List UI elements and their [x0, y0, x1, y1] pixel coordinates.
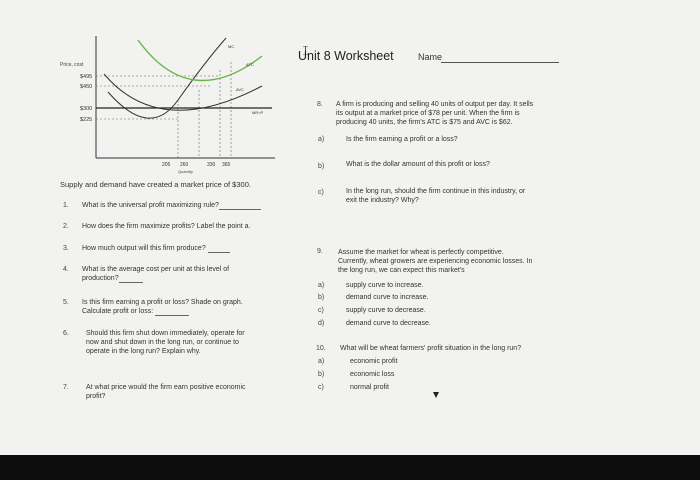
- x-tick-label: 260: [180, 162, 189, 168]
- question-line: What is the universal profit maximizing rule?: [82, 202, 219, 209]
- question-number: 6.: [63, 330, 69, 337]
- graph-x-axis-label: Quantity: [178, 169, 193, 174]
- question-line: producing 40 units, the firm's ATC is $75 and AVC is $62.: [336, 119, 513, 126]
- choice-text[interactable]: economic loss: [350, 371, 395, 378]
- avc-label: AVC: [236, 87, 244, 92]
- question-line: Assume the market for wheat is perfectly competitive.: [338, 249, 504, 256]
- question-line: How much output will this firm produce?: [82, 245, 206, 252]
- part-line: In the long run, should the firm continue in this industry, or: [346, 188, 526, 195]
- screen-bottom-edge: [0, 455, 700, 480]
- question-text: [82, 298, 282, 316]
- part-letter: a): [318, 358, 325, 365]
- name-blank-line[interactable]: [441, 62, 559, 63]
- question-line: the long run, we can expect this market's: [338, 267, 465, 274]
- part-letter: c): [318, 189, 324, 196]
- question-text: [338, 248, 588, 275]
- part-letter: b): [318, 163, 325, 170]
- text-cursor-icon: [302, 46, 309, 55]
- question-text: [86, 329, 286, 356]
- atc-label: ATC: [246, 62, 254, 67]
- avc-curve: [104, 74, 262, 110]
- question-number: 10.: [316, 345, 326, 352]
- choice-text[interactable]: supply curve to decrease.: [346, 307, 426, 314]
- question-number: 3.: [63, 245, 69, 252]
- part-letter: b): [318, 371, 325, 378]
- answer-blank[interactable]: [119, 275, 143, 283]
- question-number: 7.: [63, 384, 69, 391]
- y-tick-label: $225: [80, 117, 93, 123]
- question-text: How does the firm maximize profits? Label the point a.: [82, 223, 251, 230]
- question-text: [82, 244, 230, 253]
- x-tick-label: 365: [222, 162, 231, 168]
- part-line: exit the industry? Why?: [346, 197, 419, 204]
- question-number: 8.: [317, 101, 323, 108]
- mc-label: MC: [228, 44, 235, 49]
- question-text: [336, 100, 586, 127]
- y-tick-label: $300: [80, 106, 93, 112]
- question-number: 1.: [63, 202, 69, 209]
- answer-blank[interactable]: [208, 245, 230, 253]
- mr-label: MR=P: [252, 110, 264, 115]
- arrow-down-icon: [432, 391, 440, 399]
- part-letter: c): [318, 307, 324, 314]
- question-line: its output at a market price of $78 per unit. When the firm is: [336, 110, 520, 117]
- question-text: [82, 201, 261, 210]
- part-letter: a): [318, 282, 325, 289]
- y-tick-label: $450: [80, 84, 93, 90]
- choice-text[interactable]: demand curve to increase.: [346, 294, 429, 301]
- x-tick-label: 330: [207, 162, 216, 168]
- question-line: now and shut down in the long run, or continue to: [86, 339, 239, 346]
- question-line: Is this firm earning a profit or loss? Shade on graph.: [82, 299, 243, 306]
- question-number: 9.: [317, 248, 323, 255]
- question-number: 4.: [63, 266, 69, 273]
- part-letter: c): [318, 384, 324, 391]
- mc-curve: [108, 38, 226, 118]
- choice-text[interactable]: demand curve to decrease.: [346, 320, 431, 327]
- graph-y-axis-label: Price, cost: [60, 62, 84, 68]
- question-line: Calculate profit or loss:: [82, 308, 154, 315]
- x-tick-label: 205: [162, 162, 171, 168]
- atc-curve: [138, 40, 262, 81]
- question-text: [86, 383, 286, 401]
- page-title: Unit 8 Worksheet: [298, 49, 394, 63]
- choice-text[interactable]: normal profit: [350, 384, 389, 391]
- question-line: production?: [82, 275, 119, 282]
- question-number: 2.: [63, 223, 69, 230]
- part-text: [346, 187, 586, 205]
- choice-text[interactable]: economic profit: [350, 358, 398, 365]
- question-line: At what price would the firm earn positive economic: [86, 384, 246, 391]
- part-letter: d): [318, 320, 325, 327]
- question-text: What will be wheat farmers' profit situation in the long run?: [340, 345, 522, 352]
- name-label: Name: [418, 52, 443, 62]
- question-line: operate in the long run? Explain why.: [86, 348, 201, 355]
- part-text: What is the dollar amount of this profit or loss?: [346, 161, 490, 168]
- question-number: 5.: [63, 299, 69, 306]
- intro-text: Supply and demand have created a market price of $300.: [60, 180, 251, 189]
- answer-blank[interactable]: [155, 308, 189, 316]
- question-text: [82, 265, 272, 283]
- question-line: profit?: [86, 393, 106, 400]
- question-line: A firm is producing and selling 40 units of output per day. It sells: [336, 101, 534, 108]
- answer-blank[interactable]: [219, 202, 261, 210]
- question-line: Should this firm shut down immediately, operate for: [86, 330, 245, 337]
- question-line: Currently, wheat growers are experiencing economic losses. In: [338, 258, 533, 265]
- part-text: Is the firm earning a profit or a loss?: [346, 136, 458, 143]
- choice-text[interactable]: supply curve to increase.: [346, 282, 424, 289]
- question-line: What is the average cost per unit at this level of: [82, 266, 230, 273]
- part-letter: b): [318, 294, 325, 301]
- y-tick-label: $495: [80, 74, 93, 80]
- part-letter: a): [318, 136, 325, 143]
